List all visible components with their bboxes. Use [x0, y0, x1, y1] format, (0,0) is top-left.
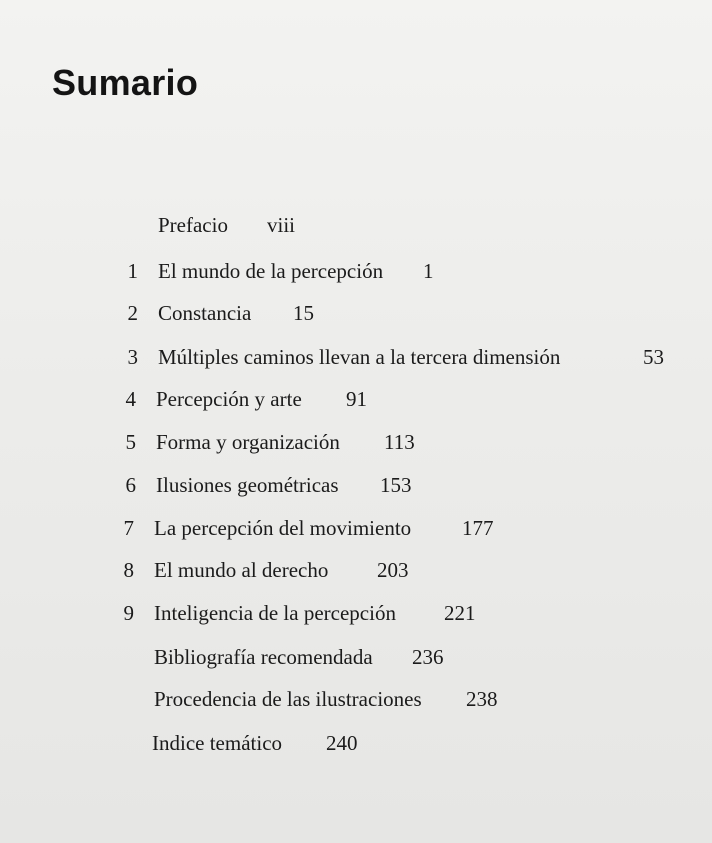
toc-entry-title: Forma y organización [156, 430, 340, 454]
toc-entry-title: Ilusiones geométricas [156, 473, 339, 497]
toc-entry-number: 2 [127, 301, 138, 325]
toc-entry-page: 15 [293, 301, 314, 325]
toc-entry-page: 91 [346, 387, 367, 411]
toc-entry-page: 177 [462, 516, 494, 540]
toc-entry-number: 1 [127, 259, 138, 283]
toc-entry-page: 153 [380, 473, 412, 497]
toc-entry-number: 5 [125, 430, 136, 454]
toc-entry-page: 236 [412, 645, 444, 669]
toc-entry-page: viii [267, 213, 296, 237]
toc-entry-title: Procedencia de las ilustraciones [154, 687, 422, 711]
toc-entry-title: La percepción del movimiento [154, 516, 412, 540]
toc-entry-title: Constancia [158, 301, 252, 325]
toc-entry-page: 203 [377, 558, 409, 582]
toc-entry-title: Inteligencia de la percepción [154, 601, 396, 625]
toc-entry-number: 6 [125, 473, 136, 497]
toc-entry-page: 238 [466, 687, 498, 711]
toc-entry-page: 240 [326, 731, 358, 755]
toc-entry-number: 8 [123, 558, 134, 582]
toc-entry-title: Indice temático [152, 731, 283, 755]
toc-entry-page: 221 [444, 601, 476, 625]
toc-entry-title: Percepción y arte [156, 387, 302, 411]
page-title: Sumario [52, 62, 199, 103]
toc-entry-title: Múltiples caminos llevan a la tercera dimensión [158, 345, 561, 369]
toc-entry-page: 53 [643, 345, 664, 369]
toc-entry-number: 4 [125, 387, 136, 411]
toc-entry-number: 9 [123, 601, 134, 625]
toc-entry-page: 1 [423, 259, 434, 283]
toc-entry-number: 7 [123, 516, 134, 540]
toc-entry-title: Prefacio [158, 213, 228, 237]
toc-entry-title: Bibliografía recomendada [154, 645, 373, 669]
toc-entry-title: El mundo al derecho [154, 558, 329, 582]
toc-entry-page: 113 [384, 430, 415, 454]
toc-entry-number: 3 [127, 345, 138, 369]
toc-entry-title: El mundo de la percepción [158, 259, 384, 283]
